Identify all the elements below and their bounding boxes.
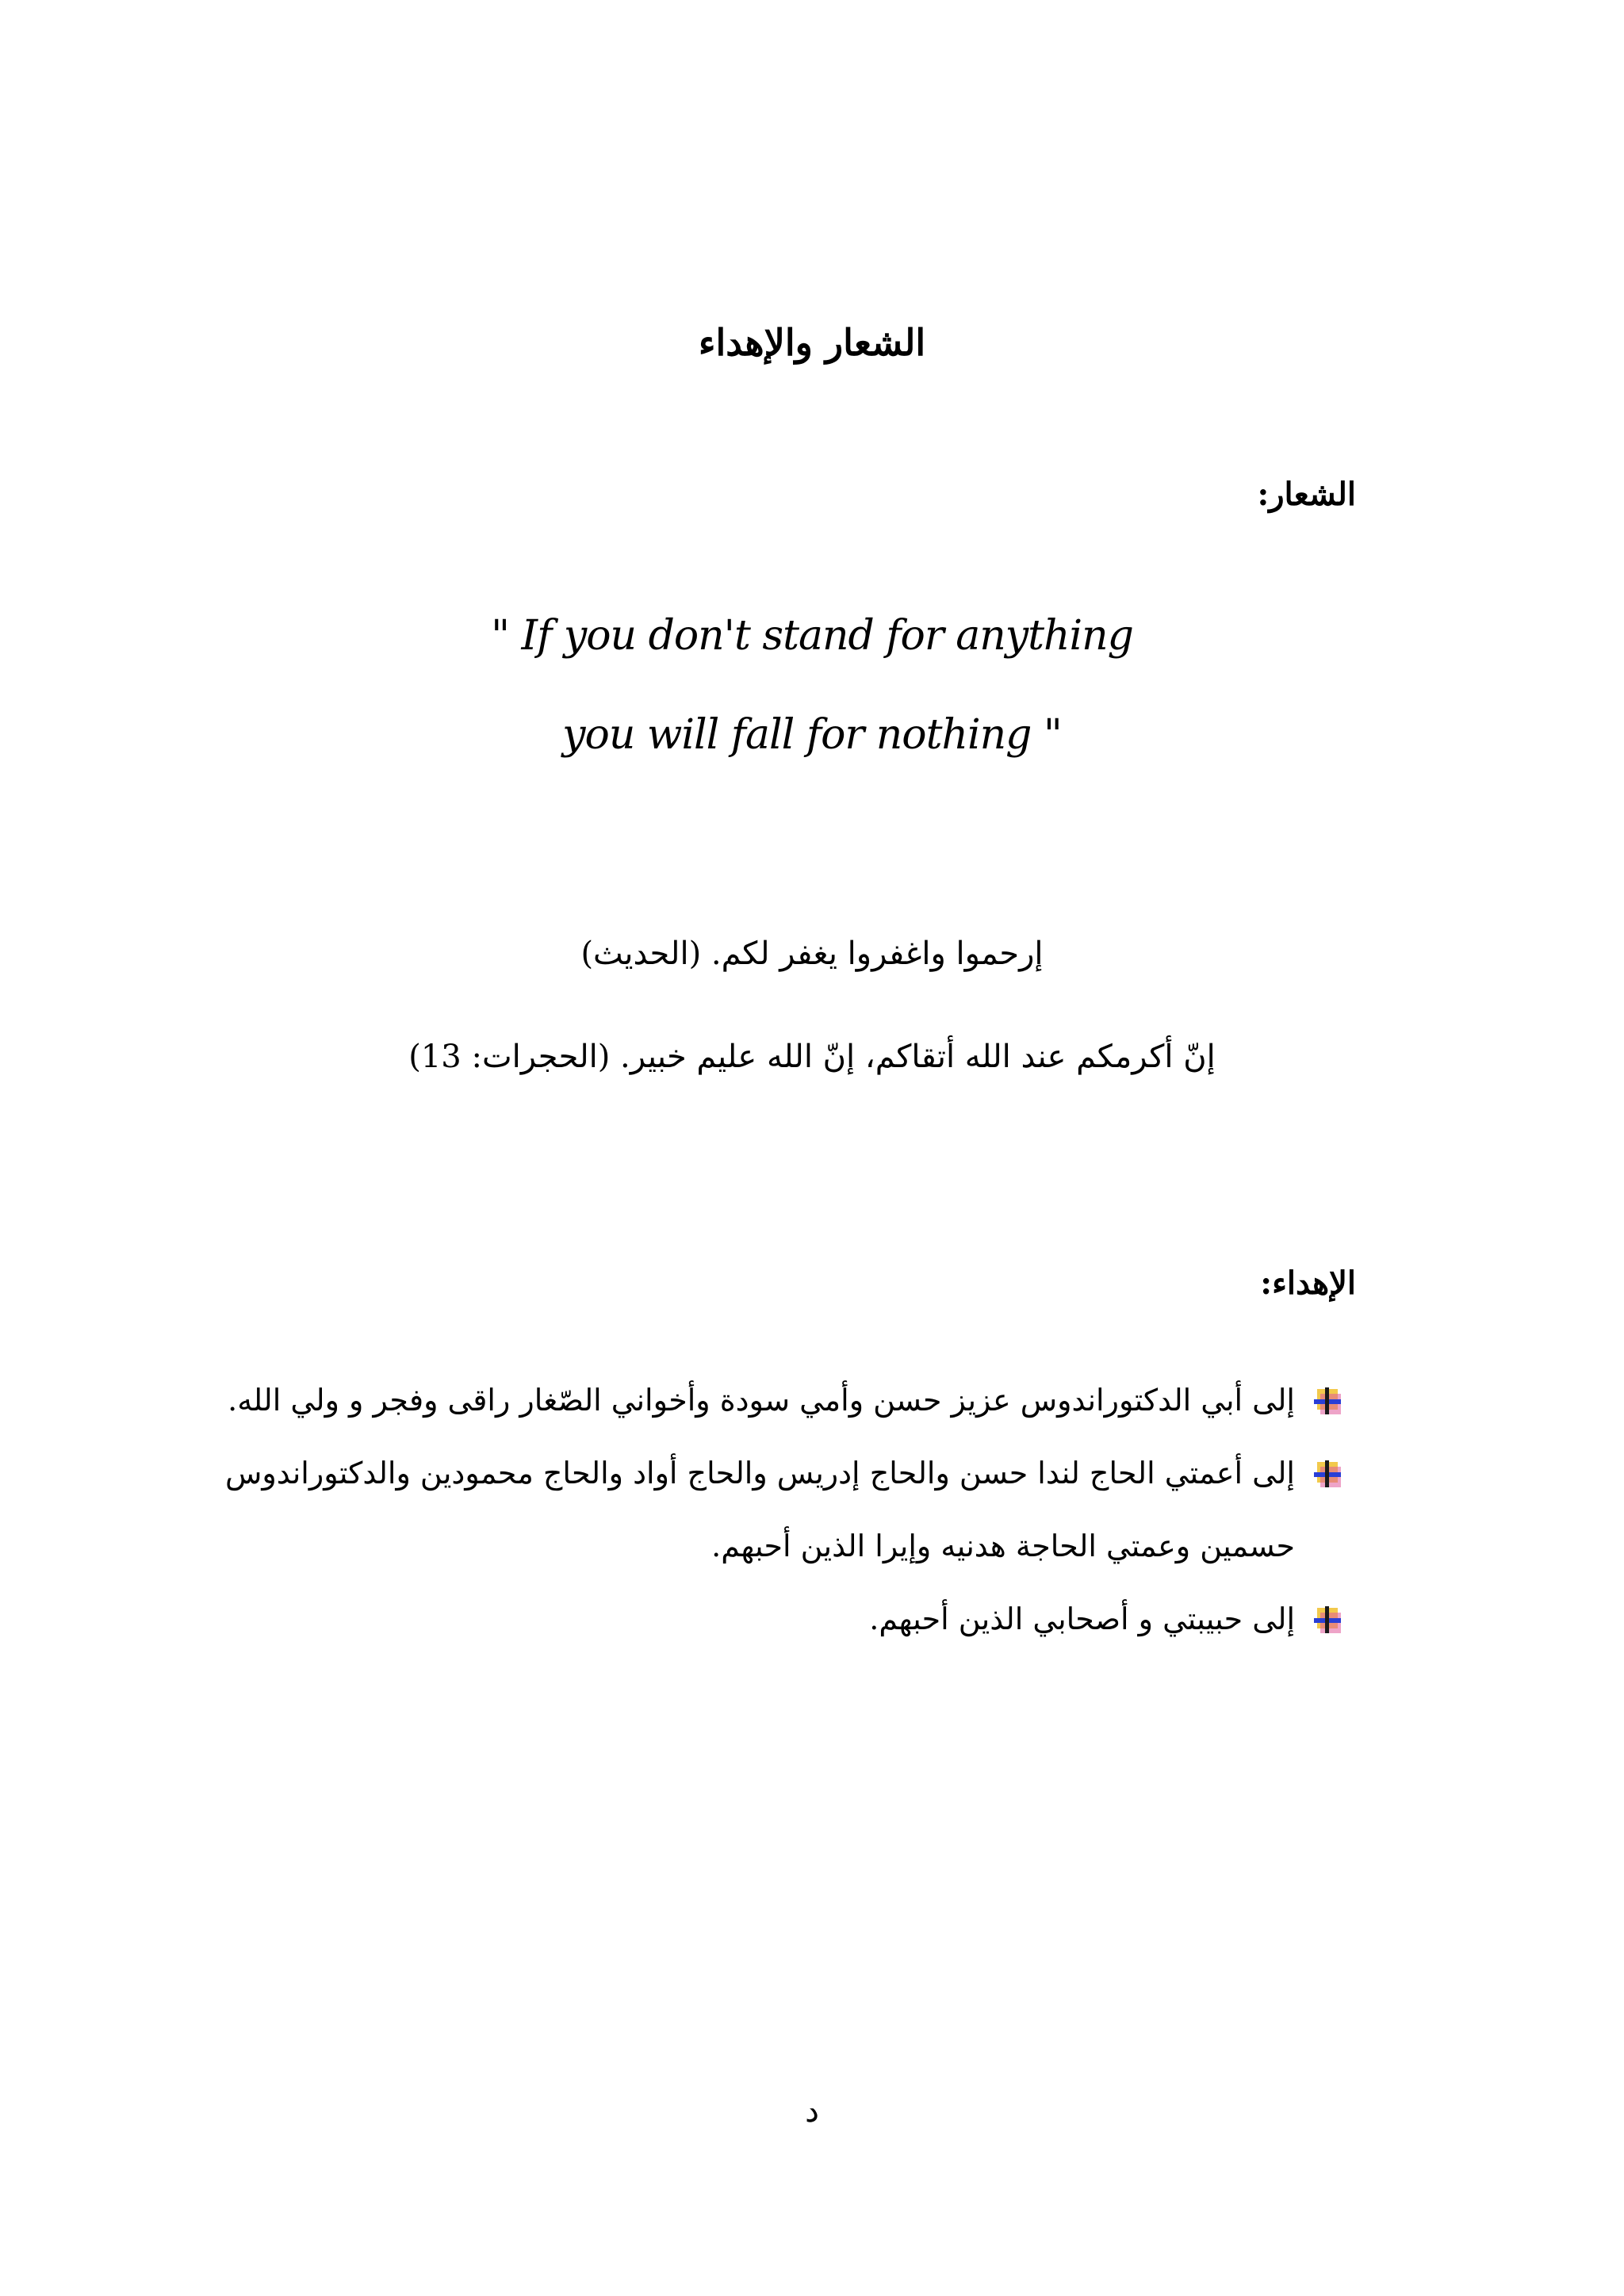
plus-bullet-icon	[1312, 1386, 1342, 1416]
page-title: الشعار والإهداء	[698, 321, 926, 364]
plus-bullet-icon	[1312, 1605, 1342, 1635]
dedication-text: إلى حبيبتي و أصحابي الذين أحبهم.	[869, 1601, 1295, 1636]
motto-line-1: " If you don't stand for anything	[491, 612, 1133, 660]
motto-heading: الشعار:	[1257, 476, 1356, 513]
dedication-item	[216, 1437, 1342, 1582]
dedication-heading: الإهداء:	[1260, 1265, 1356, 1302]
dedication-text: إلى أعمتي الحاج لندا حسن والحاج إدريس والحاج أواد والحاج محمودين والدكتوراندوس حسمين وعمتي الحاجة هدنيه وإيرا الذين أحبهم.	[225, 1456, 1295, 1563]
dedication-item	[216, 1364, 1342, 1437]
dedication-item	[216, 1582, 1342, 1655]
quran-quote: إنّ أكرمكم عند الله أتقاكم، إنّ الله عليم خبير. (الحجرات: 13)	[408, 1039, 1216, 1075]
dedication-list	[216, 1364, 1342, 1655]
motto-line-2: you will fall for nothing "	[562, 711, 1062, 759]
hadith-quote: إرحموا واغفروا يغفر لكم. (الحديث)	[580, 936, 1044, 972]
dedication-text: إلى أبي الدكتوراندوس عزيز حسن وأمي سودة وأخواني الصّغار راقى وفجر و ولي الله.	[228, 1383, 1295, 1418]
plus-bullet-icon	[1312, 1459, 1342, 1489]
page-number: د	[805, 2093, 819, 2130]
